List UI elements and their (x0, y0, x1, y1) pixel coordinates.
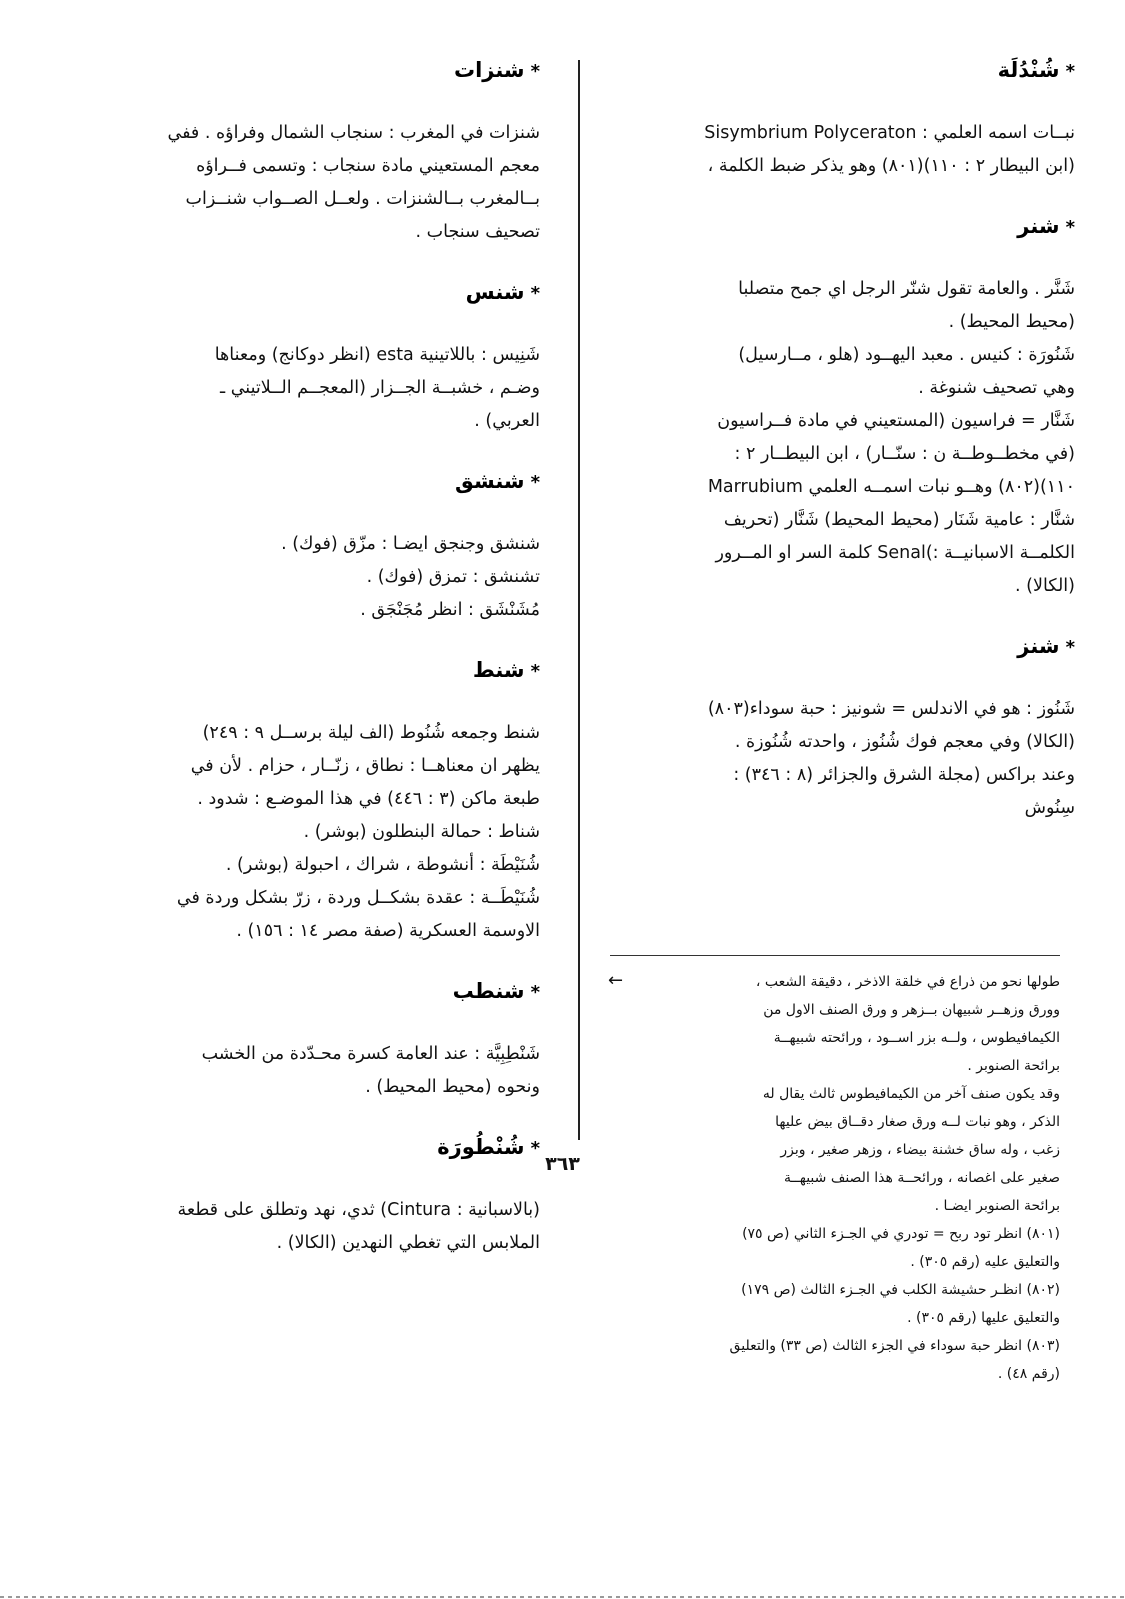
footnote-line: زغب ، وله ساق خشنة بيضاء ، وزهر صغير ، وبزر (780, 1142, 1060, 1158)
footnote-line: والتعليق عليه (رقم ٣٠٥) . (910, 1254, 1060, 1270)
entry-line: وهي تصحيف شنوغة . (918, 378, 1075, 398)
entry (605, 211, 1075, 603)
entry-line: شنط وجمعه شُنُوط (الف ليلة برســل ٩ : ٢٤٩) (202, 723, 540, 743)
footnote-line: وقد يكون صنف آخر من الكيمافيطوس ثالث يقال له (762, 1086, 1060, 1102)
footnote-line: (٨٠٣) انظر حبة سوداء في الجزء الثالث (ص ٣٣) والتعليق (729, 1338, 1060, 1354)
footnote-line: طولها نحو من ذراع في خلقة الاذخر ، دقيقة الشعب ، (755, 974, 1060, 990)
asterisk-icon: * (530, 661, 540, 682)
entry-line: سِنُوش (1024, 798, 1075, 818)
entry-line: وضـم ، خشبــة الجــزار (المعجــم الــلاتيني ـ (220, 378, 540, 398)
entry-line: شنَّار : عامية شَنَار (محيط المحيط) شَنَّار (تحريف (723, 510, 1075, 530)
entry-heading (605, 631, 1075, 663)
entry-line: مُشَنْشَق : انظر مُجَنْجَق . (360, 600, 540, 620)
footnote-line: (٨٠١) انظر تود ربح = تودري في الجـزء الثاني (ص ٧٥) (742, 1226, 1060, 1242)
entry-line: يظهر ان معناهــا : نطاق ، زنّــار ، حزام . لأن في (190, 756, 540, 776)
entry-line: بــالمغرب بــالشنزات . ولعــل الصــواب شنــزاب (185, 189, 540, 209)
entry-heading (100, 55, 540, 87)
asterisk-icon: * (1065, 217, 1075, 238)
footnote-line: الذكر ، وهو نبات لــه ورق صغار دقــاق بيض عليها (775, 1114, 1060, 1130)
entry-line: الكلمــة الاسبانيــة :)Senal كلمة السر او المــرور (715, 543, 1075, 563)
entry-heading-text: شنزات (453, 58, 525, 82)
asterisk-icon: * (530, 1138, 540, 1159)
entry-line: شُنَيْطَة : أنشوطة ، شراك ، احبولة (بوشر) . (225, 855, 540, 875)
footnote-line: برائحة الصنوبر . (967, 1058, 1060, 1074)
entry-line: شَنْطِبِيَّة : عند العامة كسرة محـدّدة من الخشب (201, 1044, 540, 1064)
entry-heading-text: شُنْدُلَة (997, 58, 1060, 82)
entry-line: شنزات في المغرب : سنجاب الشمال وفراؤه . ففي (167, 123, 540, 143)
entry (100, 976, 540, 1104)
entry-line: العربي) . (474, 411, 540, 431)
entry (100, 55, 540, 249)
entry-line: (بالاسبانية : Cintura) ثدي، نهد وتطلق على قطعة (177, 1200, 540, 1220)
entry-line: ١١٠)(٨٠٢) وهــو نبات اسمــه العلمي Marrubium (707, 477, 1075, 497)
entry-line: تشنشق : تمزق (فوك) . (366, 567, 540, 587)
entry-line: شَنَّر . والعامة تقول شنّر الرجل اي جمح متصلبا (738, 279, 1075, 299)
asterisk-icon: * (530, 982, 540, 1003)
entry-line: معجم المستعيني مادة سنجاب : وتسمى فــراؤه (196, 156, 540, 176)
footnote-line: (رقم ٤٨) . (997, 1366, 1060, 1382)
footnote-line: برائحة الصنوبر ايضـا . (934, 1198, 1060, 1214)
asterisk-icon: * (530, 283, 540, 304)
entry-heading-text: شنط (472, 658, 525, 682)
entry-heading-text: شنز (1017, 634, 1060, 658)
entry-heading (100, 277, 540, 309)
entry-line: شَنِيس : باللاتينية esta (انظر دوكانج) ومعناها (214, 345, 540, 365)
entry-heading-text: شنس (465, 280, 525, 304)
entry-heading (100, 466, 540, 498)
continuation-arrow-icon: ← (608, 970, 624, 991)
right-column (605, 45, 1075, 853)
asterisk-icon: * (1065, 637, 1075, 658)
entry (605, 55, 1075, 183)
entry-heading-text: شنطب (452, 979, 525, 1003)
entry-line: ونحوه (محيط المحيط) . (365, 1077, 540, 1097)
entry-line: الملابس التي تغطي النهدين (الكالا) . (276, 1233, 540, 1253)
entry-line: (الكالا) . (1015, 576, 1075, 596)
entry-line: وعند براكس (مجلة الشرق والجزائر (٨ : ٣٤٦) : (733, 765, 1075, 785)
entry-line: شناط : حمالة البنطلون (بوشر) . (303, 822, 540, 842)
asterisk-icon: * (1065, 61, 1075, 82)
entry-heading (605, 55, 1075, 87)
entry-heading (100, 655, 540, 687)
left-column (100, 45, 540, 1288)
column-divider (578, 60, 580, 1140)
entry-heading-text: شُنْطُورَة (437, 1135, 525, 1159)
asterisk-icon: * (530, 472, 540, 493)
entry-line: طبعة ماكن (٣ : ٤٤٦) في هذا الموضـع : شدود . (197, 789, 540, 809)
entry-line: (ابن البيطار ٢ : ١١٠)(٨٠١) وهو يذكر ضبط الكلمة ، (707, 156, 1075, 176)
footnote-line: وورق وزهــر شبيهان بــزهر و ورق الصنف الاول من (763, 1002, 1060, 1018)
entry (100, 1132, 540, 1260)
entry-heading-text: شنر (1017, 214, 1060, 238)
entry-line: تصحيف سنجاب . (415, 222, 540, 242)
footnotes (610, 968, 1060, 1388)
entry-line: شَنَّار = فراسيون (المستعيني في مادة فــراسيون (717, 411, 1075, 431)
entry-line: الاوسمة العسكرية (صفة مصر ١٤ : ١٥٦) . (236, 921, 540, 941)
entry-heading (605, 211, 1075, 243)
entry-heading (100, 976, 540, 1008)
page-number: ٣٦٣ (545, 1153, 580, 1175)
entry (100, 277, 540, 438)
entry (100, 655, 540, 948)
entry (605, 631, 1075, 825)
entry-line: نبــات اسمه العلمي : Sisymbrium Polyceraton (704, 123, 1075, 143)
entry-line: شُنَيْطَــة : عقدة بشكــل وردة ، زرّ بشكل وردة في (176, 888, 540, 908)
entry-line: شَنُوز : هو في الاندلس = شونيز : حبة سوداء(٨٠٣) (707, 699, 1075, 719)
entry-line: (في مخطــوطــة ن : سنّــار) ، ابن البيطــار ٢ : (734, 444, 1075, 464)
entry-line: (الكالا) وفي معجم فوك شُنُوز ، واحدته شُنُوزة . (734, 732, 1075, 752)
entry-line: شَنُورَة : كنيس . معبد اليهــود (هلو ، مــارسيل) (738, 345, 1075, 365)
entry-line: (محيط المحيط) . (948, 312, 1075, 332)
footnote-lines (610, 968, 1060, 1388)
scan-edge (0, 1596, 1125, 1598)
footnote-line: صغير على اغصانه ، ورائحــة هذا الصنف شبيهــة (784, 1170, 1060, 1186)
footnote-rule (610, 955, 1060, 956)
entry (100, 466, 540, 627)
footnote-line: (٨٠٢) انظـر حشيشة الكلب في الجـزء الثالث (ص ١٧٩) (741, 1282, 1060, 1298)
entry-line: شنشق وجنجق ايضـا : مزّق (فوك) . (281, 534, 540, 554)
footnote-line: والتعليق عليها (رقم ٣٠٥) . (907, 1310, 1060, 1326)
asterisk-icon: * (530, 61, 540, 82)
footnote-line: الكيمافيطوس ، ولــه بزر اســود ، ورائحته شبيهــة (773, 1030, 1060, 1046)
entry-heading-text: شنشق (455, 469, 525, 493)
